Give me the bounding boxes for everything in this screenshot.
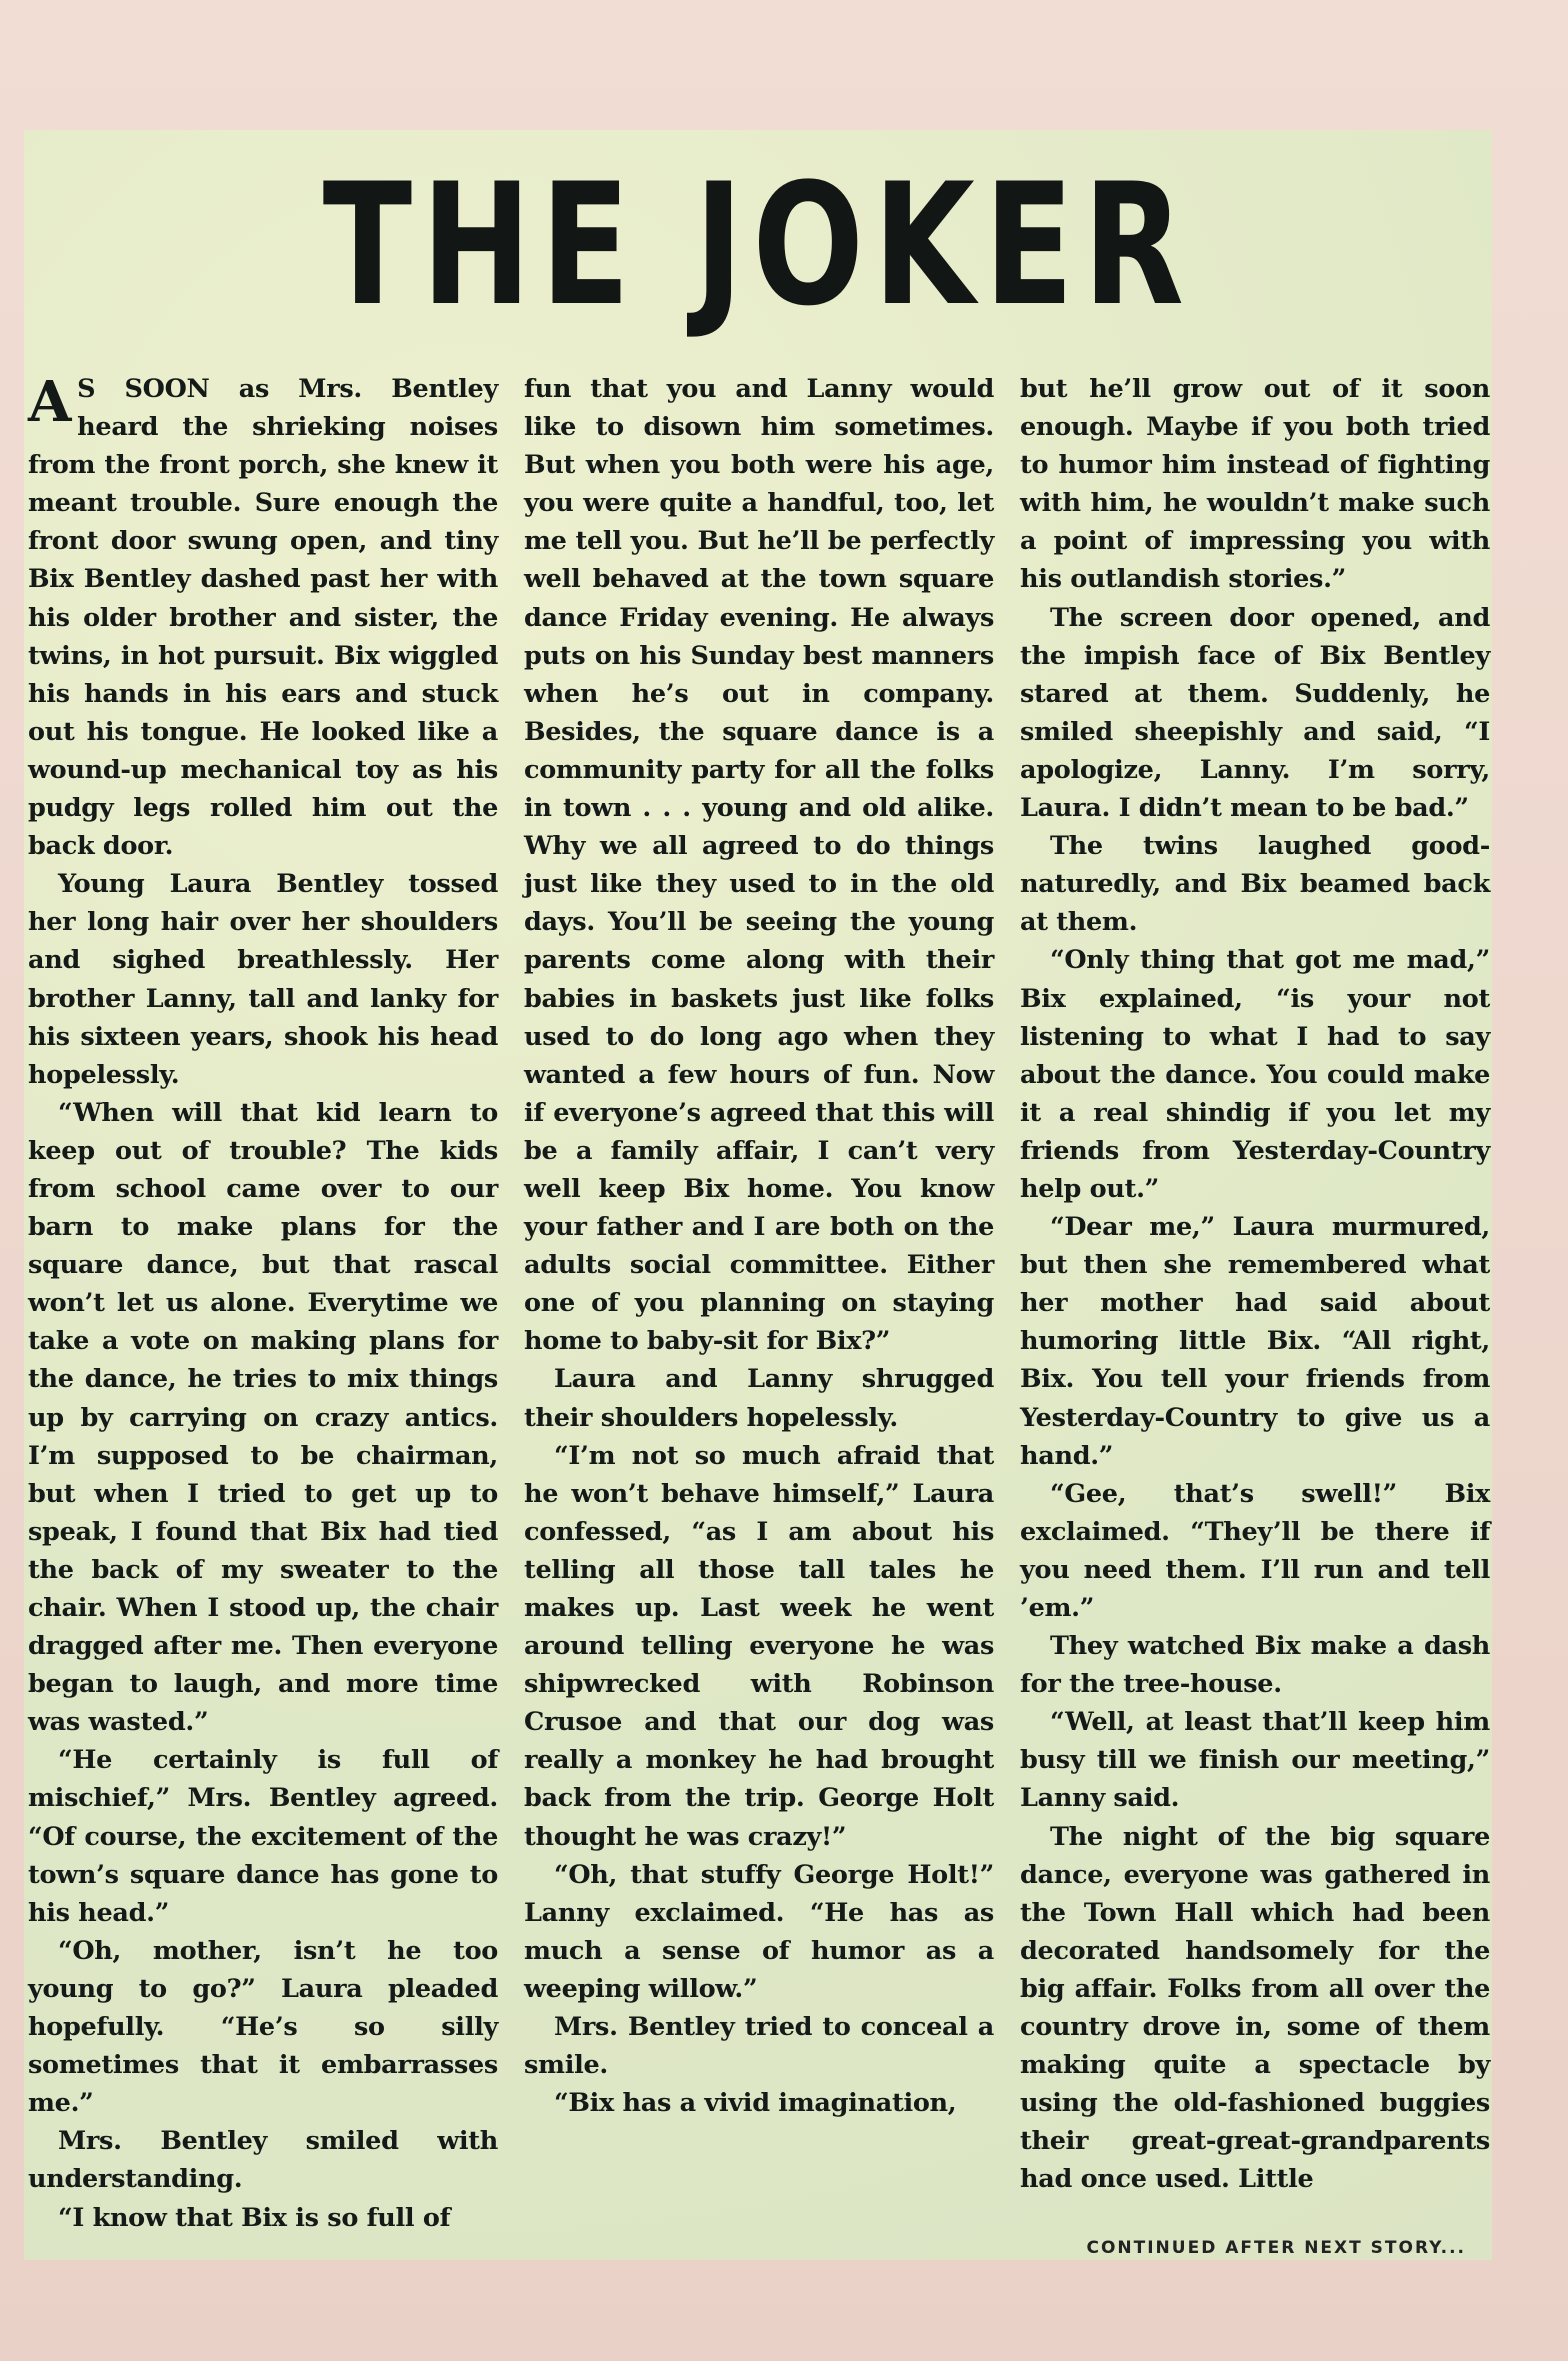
paragraph: “Only thing that got me mad,” Bix explained, “is your not listening to what I had to say about the dance. You could make it a real shindig if you let my friends from Yesterday-Country help out.”	[1020, 945, 1490, 1204]
paragraph: “He certainly is full of mischief,” Mrs. Bentley agreed. “Of course, the excitement of the town’s square dance has gone to his head.”	[28, 1745, 498, 1928]
paragraph: “Gee, that’s swell!” Bix exclaimed. “They’ll be there if you need them. I’ll run and tell ’em.”	[1020, 1478, 1490, 1623]
paragraph: “I know that Bix is so full of	[58, 2202, 451, 2233]
paragraph: “When will that kid learn to keep out of trouble? The kids from school came over to our barn to make plans for the square dance, but that rascal won’t let us alone. Everytime we take a vote on making plans for the dance, he tries to mix things up by carrying on crazy antics. I’m supposed to be chairman, but when I tried to get up to speak, I found that Bix had tied the back of my sweater to the chair. When I stood up, the chair dragged after me. Then everyone began to laugh, and more time was wasted.”	[28, 1097, 498, 1738]
paragraph: The night of the big square dance, everyone was gathered in the Town Hall which had been decorated handsomely for the big affair. Folks from all over the country drove in, some of them making quite a spectacle by using the old-fashioned buggies their great-great-grandparents had once used. Little	[1020, 1821, 1490, 2195]
paragraph: but he’ll grow out of it soon enough. Maybe if you both tried to humor him instead of fighting with him, he wouldn’t make such a point of impressing you with his outlandish stories.”	[1020, 374, 1490, 595]
drop-cap: A	[28, 369, 72, 435]
paragraph: Laura and Lanny shrugged their shoulders hopelessly.	[524, 1364, 994, 1433]
column-3	[1020, 370, 1490, 2210]
paragraph: The screen door opened, and the impish face of Bix Bentley stared at them. Suddenly, he smiled sheepishly and said, “I apologize, Lanny. I’m sorry, Laura. I didn’t mean to be bad.”	[1020, 602, 1490, 824]
opening-text: S SOON as Mrs. Bentley heard the shrieking noises from the front porch, she knew it meant trouble. Sure enough the front door swung open, and tiny Bix Bentley dashed past her with his older brother and sister, the twins, in hot pursuit. Bix wiggled his hands in his ears and stuck out his tongue. He looked like a wound-up mechanical toy as his pudgy legs rolled him out the back door.	[28, 374, 498, 862]
paragraph: “I’m not so much afraid that he won’t behave himself,” Laura confessed, “as I am about his telling all those tall tales he makes up. Last week he went around telling everyone he was shipwrecked with Robinson Crusoe and that our dog was really a monkey he had brought back from the trip. George Holt thought he was crazy!”	[524, 1440, 994, 1852]
story-panel	[24, 130, 1492, 2260]
paragraph: The twins laughed good-naturedly, and Bix beamed back at them.	[1020, 831, 1490, 938]
paragraph: “Dear me,” Laura murmured, but then she remembered what her mother had said about humoring little Bix. “All right, Bix. You tell your friends from Yesterday-Country to give us a hand.”	[1020, 1212, 1490, 1471]
paragraph: Young Laura Bentley tossed her long hair over her shoulders and sighed breathlessly. Her brother Lanny, tall and lanky for his sixteen years, shook his head hopelessly.	[28, 869, 498, 1090]
paragraph: “Bix has a vivid imagination,	[554, 2088, 957, 2119]
story-title: THE JOKER	[322, 147, 1194, 343]
column-1	[28, 369, 498, 2233]
opening-paragraph	[28, 370, 498, 865]
paragraph: Mrs. Bentley smiled with understanding.	[28, 2126, 498, 2195]
text-columns	[28, 369, 1492, 2233]
paragraph: “Oh, mother, isn’t he too young to go?” Laura pleaded hopefully. “He’s so silly sometimes that it embarrasses me.”	[28, 1935, 498, 2119]
paragraph: Mrs. Bentley tried to conceal a smile.	[524, 2012, 994, 2081]
column-2	[524, 370, 994, 2210]
continued-note: CONTINUED AFTER NEXT STORY...	[1086, 2238, 1466, 2258]
paragraph: “Oh, that stuffy George Holt!” Lanny exclaimed. “He has as much a sense of humor as a weeping willow.”	[524, 1859, 994, 2004]
paragraph: “Well, at least that’ll keep him busy till we finish our meeting,” Lanny said.	[1020, 1707, 1490, 1814]
paragraph: They watched Bix make a dash for the tree-house.	[1020, 1631, 1490, 1700]
paragraph: fun that you and Lanny would like to disown him sometimes. But when you both were his age, you were quite a handful, too, let me tell you. But he’ll be perfectly well behaved at the town square dance Friday evening. He always puts on his Sunday best manners when he’s out in company. Besides, the square dance is a community party for all the folks in town . . . young and old alike. Why we all agreed to do things just like they used to in the old days. You’ll be seeing the young parents come along with their babies in baskets just like folks used to do long ago when they wanted a few hours of fun. Now if everyone’s agreed that this will be a family affair, I can’t very well keep Bix home. You know your father and I are both on the adults social committee. Either one of you planning on staying home to baby-sit for Bix?”	[524, 374, 994, 1357]
